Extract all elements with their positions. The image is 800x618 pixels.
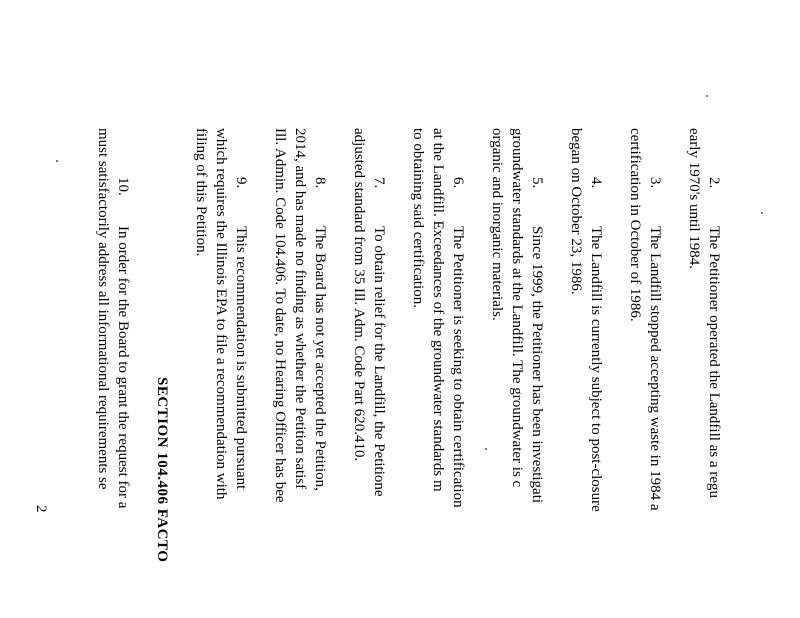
paragraph-line: certification in October of 1986. bbox=[627, 128, 643, 322]
paragraph-line: Since 1999, the Petitioner has been investigati bbox=[529, 226, 545, 504]
paragraph-line: Ill. Admin. Code 104.406. To date, no Hearing Officer has bee bbox=[272, 128, 288, 503]
section-heading: SECTION 104.406 FACTO bbox=[154, 377, 170, 563]
paragraph-line: groundwater standards at the Landfill. The groundwater is c bbox=[509, 128, 525, 488]
scan-speck bbox=[485, 448, 487, 450]
paragraph-line: To obtain relief for the Landfill, the Petitione bbox=[371, 226, 387, 497]
paragraph-line: filing of this Petition. bbox=[193, 128, 209, 257]
paragraph-number: 6. bbox=[450, 177, 466, 189]
paragraph-number: 10. bbox=[115, 177, 131, 196]
paragraph-line: In order for the Board to grant the request for a bbox=[115, 226, 131, 509]
paragraph-line: 2014, and has made no finding as whether the Petition satisf bbox=[292, 128, 308, 490]
paragraph-line: which requires the Illinois EPA to file a recommendation with bbox=[213, 128, 229, 500]
paragraph-number: 5. bbox=[529, 177, 545, 189]
paragraph-line: at the Landfill. Exceedances of the groundwater standards m bbox=[430, 128, 446, 492]
paragraph-line: The Board has not yet accepted the Petition, bbox=[312, 226, 328, 491]
paragraph-line: The Landfill is currently subject to post-closure bbox=[588, 226, 604, 512]
paragraph-line: must satisfactorily address all informational requirements se bbox=[95, 128, 111, 490]
paragraph-line: The Petitioner operated the Landfill as a regu bbox=[706, 226, 722, 498]
paragraph-line: to obtaining said certification. bbox=[410, 128, 426, 308]
paragraph-number: 7. bbox=[371, 177, 387, 189]
paragraph-line: This recommendation is submitted pursuant bbox=[233, 226, 249, 490]
paragraph-line: adjusted standard from 35 Ill. Adm. Code Part 620.410. bbox=[351, 128, 367, 462]
paragraph-number: 2. bbox=[706, 177, 722, 189]
paragraph-line: The Petitioner is seeking to obtain certification bbox=[450, 226, 466, 508]
scan-speck bbox=[706, 95, 708, 97]
paragraph-line: began on October 23, 1986. bbox=[568, 128, 584, 295]
paragraph-number: 9. bbox=[233, 177, 249, 189]
scan-speck bbox=[56, 160, 58, 162]
paragraph-line: organic and inorganic materials. bbox=[489, 128, 505, 321]
paragraph-line: early 1970's until 1984. bbox=[686, 128, 702, 270]
paragraph-number: 8. bbox=[312, 177, 328, 189]
paragraph-number: 4. bbox=[588, 177, 604, 189]
paragraph-number: 3. bbox=[647, 177, 663, 189]
paragraph-line: The Landfill stopped accepting waste in 1984 a bbox=[647, 226, 663, 511]
scan-speck bbox=[761, 212, 763, 214]
page-number: 2 bbox=[33, 505, 49, 513]
